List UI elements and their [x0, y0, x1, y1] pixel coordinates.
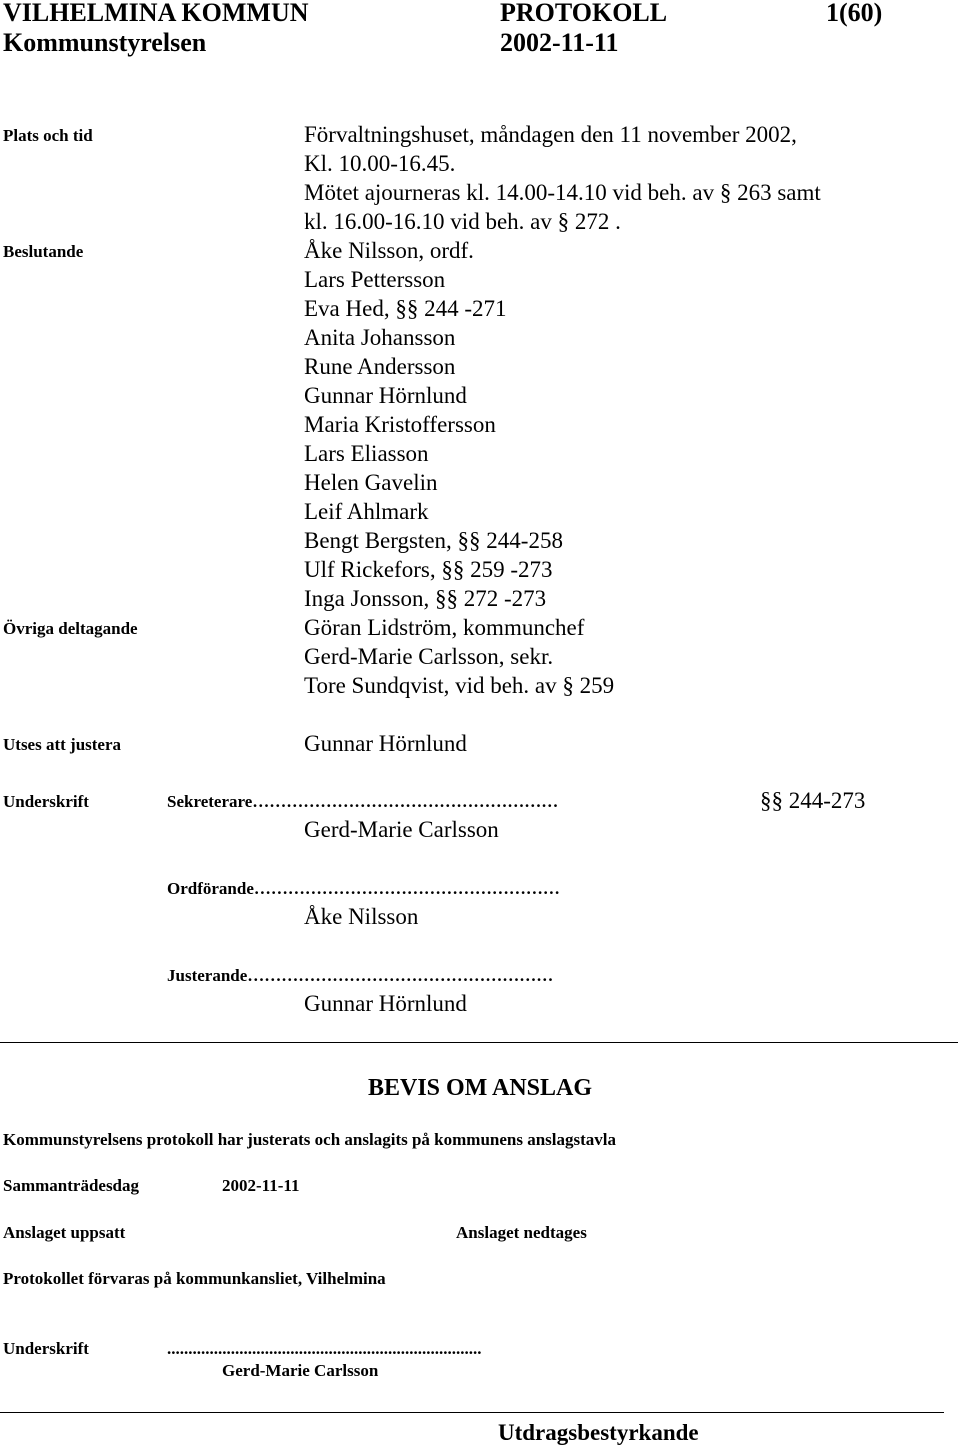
member-name: Inga Jonsson, §§ 272 -273 [304, 586, 547, 611]
bevis-signature-line: .......................................................................... [167, 1339, 482, 1358]
plats-line: Kl. 10.00-16.45. [304, 151, 456, 176]
page-number: 1(60) [826, 0, 883, 27]
sammantradesdag-label: Sammanträdesdag [3, 1176, 140, 1195]
bevis-signer-name: Gerd-Marie Carlsson [222, 1361, 379, 1380]
member-name: Bengt Bergsten, §§ 244-258 [304, 528, 563, 553]
justera-name: Gunnar Hörnlund [304, 731, 467, 756]
member-name: Eva Hed, §§ 244 -271 [304, 296, 507, 321]
plats-line: Förvaltningshuset, måndagen den 11 november 2002, [304, 122, 797, 147]
member-name: Rune Andersson [304, 354, 456, 379]
member-name: Lars Pettersson [304, 267, 446, 292]
document-type: PROTOKOLL [500, 0, 668, 27]
underskrift-label: Underskrift [3, 792, 89, 811]
member-name: Lars Eliasson [304, 441, 429, 466]
anslaget-uppsatt-label: Anslaget uppsatt [3, 1223, 126, 1242]
bevis-underskrift-label: Underskrift [3, 1339, 89, 1358]
anslaget-nedtages-label: Anslaget nedtages [456, 1223, 587, 1242]
ovriga-label: Övriga deltagande [3, 619, 138, 638]
member-name: Anita Johansson [304, 325, 456, 350]
participant-name: Tore Sundqvist, vid beh. av § 259 [304, 673, 615, 698]
adjuster-signature-line: Justerande……………………………………………… [167, 966, 554, 985]
member-name: Helen Gavelin [304, 470, 438, 495]
org-name: VILHELMINA KOMMUN [3, 0, 309, 27]
secretary-signature-line: Sekreterare……………………………………………… [167, 792, 559, 811]
board-name: Kommunstyrelsen [3, 28, 207, 57]
member-name: Maria Kristoffersson [304, 412, 496, 437]
secretary-name: Gerd-Marie Carlsson [304, 817, 499, 842]
storage-note: Protokollet förvaras på kommunkansliet, Vilhelmina [3, 1269, 386, 1288]
participant-name: Göran Lidström, kommunchef [304, 615, 585, 640]
beslutande-label: Beslutande [3, 242, 84, 261]
bevis-statement: Kommunstyrelsens protokoll har justerats och anslagits på kommunens anslagstavla [3, 1130, 617, 1149]
plats-line: kl. 16.00-16.10 vid beh. av § 272 . [304, 209, 621, 234]
chair-name: Åke Nilsson [304, 904, 419, 929]
bevis-title: BEVIS OM ANSLAG [367, 1075, 593, 1101]
secretary-paragraphs: §§ 244-273 [760, 788, 866, 813]
section-divider [0, 1042, 958, 1043]
member-name: Leif Ahlmark [304, 499, 429, 524]
chair-signature-line: Ordförande……………………………………………… [167, 879, 560, 898]
member-name: Ulf Rickefors, §§ 259 -273 [304, 557, 553, 582]
plats-label: Plats och tid [3, 126, 93, 145]
meeting-date: 2002-11-11 [500, 28, 619, 57]
member-name: Åke Nilsson, ordf. [304, 238, 474, 263]
plats-line: Mötet ajourneras kl. 14.00-14.10 vid beh. av § 263 samt [304, 180, 821, 205]
sammantradesdag-value: 2002-11-11 [222, 1176, 300, 1195]
member-name: Gunnar Hörnlund [304, 383, 467, 408]
footer-divider [0, 1412, 944, 1413]
justera-label: Utses att justera [3, 735, 122, 754]
participant-name: Gerd-Marie Carlsson, sekr. [304, 644, 554, 669]
footer-title: Utdragsbestyrkande [498, 1420, 699, 1445]
adjuster-name: Gunnar Hörnlund [304, 991, 467, 1016]
